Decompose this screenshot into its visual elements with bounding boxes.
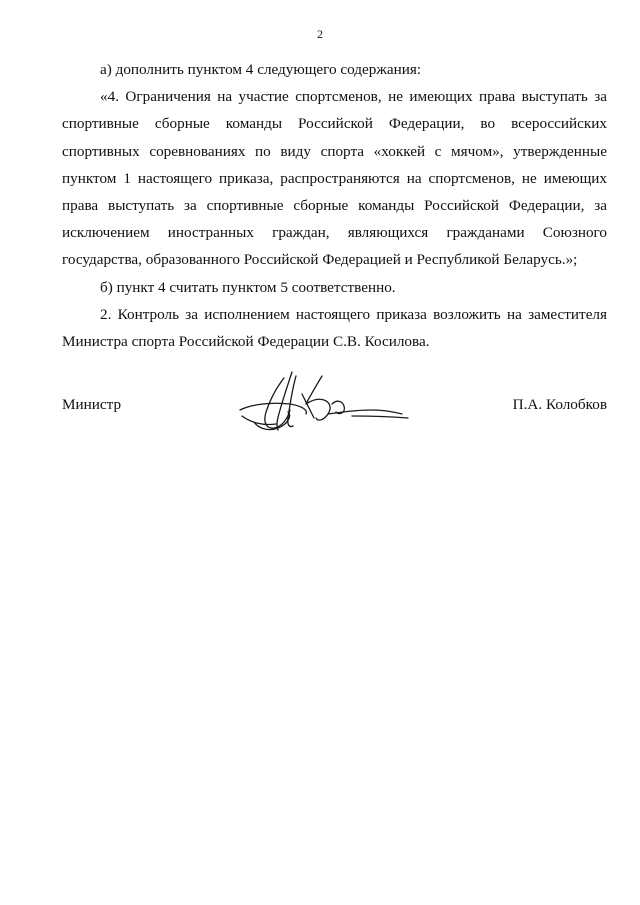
paragraph-clause-4: «4. Ограничения на участие спортсменов, не имеющих права выступать за спортивные сборные команды Российской Федерации, во всероссийских спортивных соревнованиях по виду спорта «хоккей с мячом», утвержденные пунктом 1 настоящего приказа, распространяются на спортсменов, не имеющих права выступать за спортивные сборные команды Российской Федерации, за исключением иностранных граждан, являющихся гражданами Союзного государства, образованного Российской Федерацией и Республикой Беларусь.»; <box>62 88 607 269</box>
paragraph-amendment-a: а) дополнить пунктом 4 следующего содержания: <box>100 61 422 78</box>
signatory-name: П.А. Колобков <box>512 396 607 413</box>
document-body <box>62 56 607 355</box>
page-number: 2 <box>317 27 323 41</box>
signatory-position: Министр <box>62 396 122 413</box>
paragraph-control: 2. Контроль за исполнением настоящего приказа возложить на заместителя Министра спорта Российской Федерации С.В. Косилова. <box>62 305 607 351</box>
paragraph-amendment-b: б) пункт 4 считать пунктом 5 соответственно. <box>100 278 396 296</box>
handwritten-signature-icon <box>232 366 412 438</box>
